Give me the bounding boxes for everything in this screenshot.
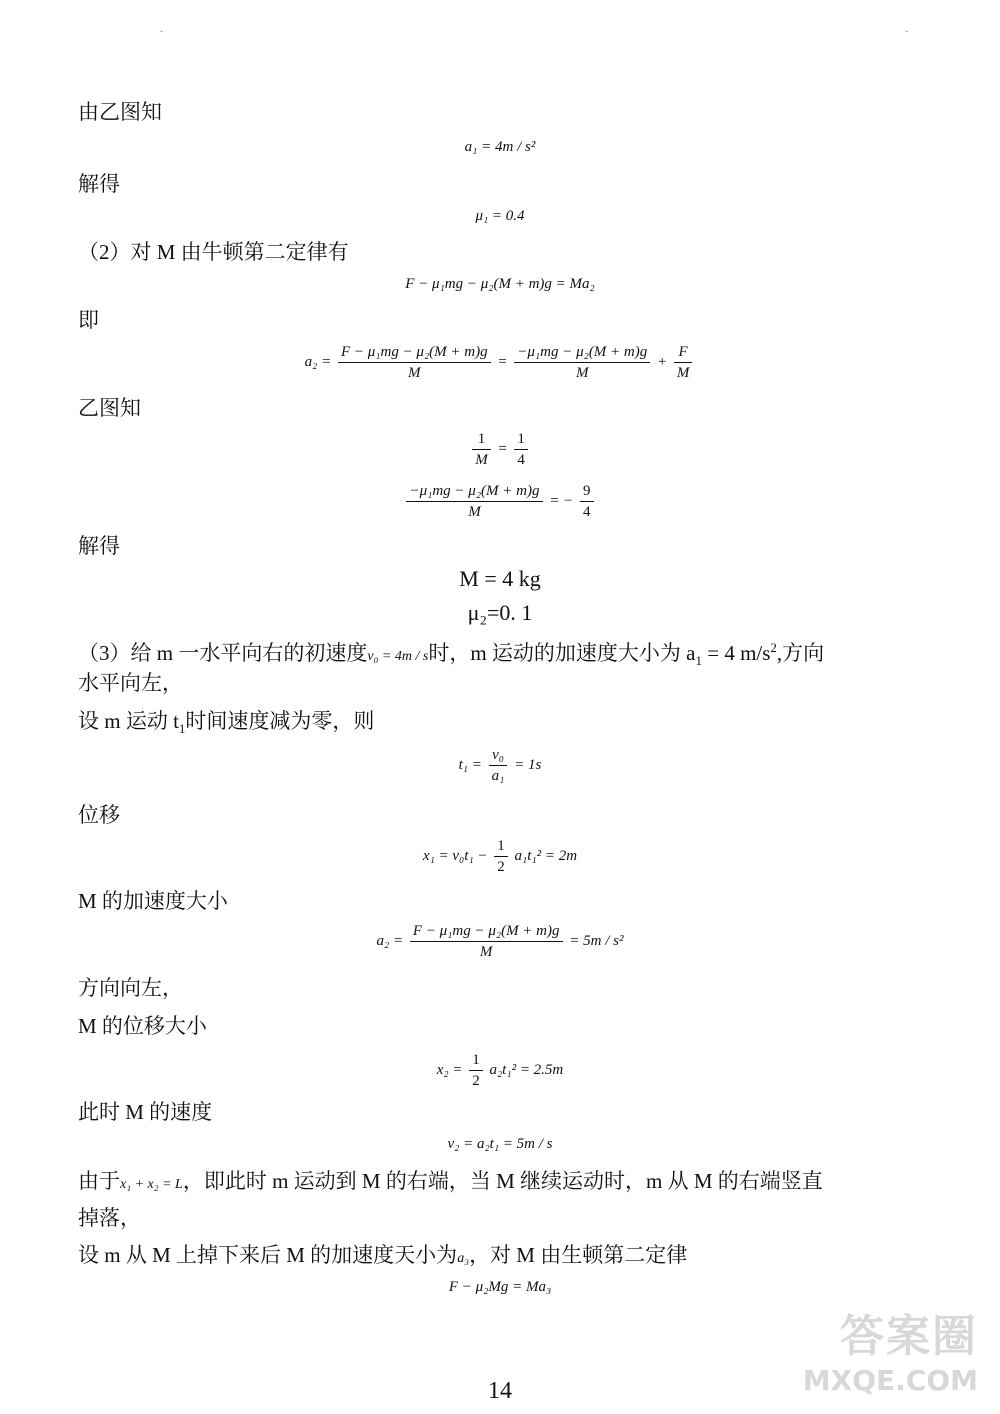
text-line bbox=[78, 707, 374, 743]
fraction bbox=[494, 836, 508, 877]
eq-part: = bbox=[497, 440, 508, 457]
text-line: 由乙图知 bbox=[78, 100, 162, 124]
text-span: 设 m 从 M 上掉下来后 M 的加速度天小为 bbox=[78, 1243, 458, 1267]
text-span: 时，m 运动的加速度大小为 a bbox=[428, 641, 696, 665]
equation-v2: v₂ = a₂t₁ = 5m / s bbox=[447, 1136, 553, 1152]
eq-part: t₁ = bbox=[458, 756, 482, 773]
text-line bbox=[78, 1167, 823, 1199]
subscript: 1 bbox=[178, 721, 186, 737]
denominator: 4 bbox=[583, 504, 591, 520]
fraction bbox=[514, 429, 528, 470]
text-span: （3）给 m 一水平向右的初速度 bbox=[78, 641, 368, 665]
equation-a2-expanded bbox=[0, 342, 1000, 383]
equation-mu1: μ₁ = 0.4 bbox=[475, 208, 525, 224]
denominator: 2 bbox=[497, 859, 505, 875]
denominator: M bbox=[408, 365, 421, 381]
inline-equation: x₁ + x₂ = L bbox=[120, 1177, 183, 1192]
equation-intercept bbox=[0, 481, 1000, 522]
fraction bbox=[406, 481, 542, 522]
watermark-logo bbox=[793, 1300, 978, 1400]
eq-part: a₂ = bbox=[376, 932, 404, 949]
eq-part: = 5m / s² bbox=[569, 932, 624, 949]
text-line bbox=[78, 1241, 687, 1273]
inline-equation: v₀ = 4m / s bbox=[367, 649, 429, 664]
numerator: F bbox=[674, 342, 693, 363]
eq-part: + bbox=[657, 353, 668, 370]
text-span: 时间速度减为零，则 bbox=[185, 709, 375, 733]
text-span: ,方向 bbox=[776, 641, 825, 665]
text-line: （2）对 M 由牛顿第二定律有 bbox=[78, 240, 349, 264]
eq-part: = 1s bbox=[514, 756, 542, 773]
fraction bbox=[580, 481, 594, 522]
text-line: 此时 M 的速度 bbox=[78, 1100, 213, 1124]
text-span: 由于 bbox=[78, 1169, 120, 1193]
numerator: 1 bbox=[469, 1050, 483, 1071]
fraction bbox=[410, 921, 563, 962]
inline-equation: a₃ bbox=[457, 1251, 470, 1266]
text-line bbox=[78, 634, 824, 675]
equation-newton-M: F − μ₁mg − μ₂(M + m)g = Ma₂ bbox=[405, 276, 595, 292]
equation-a1: a₁ = 4m / s² bbox=[464, 139, 536, 155]
watermark-url: MXQE.COM bbox=[802, 1364, 978, 1397]
equation-inverse-M bbox=[0, 429, 1000, 470]
numerator: 9 bbox=[580, 481, 594, 502]
fraction bbox=[338, 342, 491, 383]
numerator: −μ₁mg − μ₂(M + m)g bbox=[514, 342, 650, 363]
fraction bbox=[472, 429, 491, 470]
subscript: 1 bbox=[695, 653, 702, 669]
text-line: 乙图知 bbox=[78, 396, 141, 420]
text-line: M 的加速度大小 bbox=[78, 889, 228, 913]
eq-part: a₁t₁² = 2m bbox=[514, 847, 578, 864]
numerator: −μ₁mg − μ₂(M + m)g bbox=[406, 481, 542, 502]
text-line: 方向向左， bbox=[78, 976, 183, 1000]
scan-mark: ˇ bbox=[160, 30, 164, 41]
scan-mark: ˇ bbox=[905, 30, 909, 41]
equation-x1 bbox=[0, 836, 1000, 877]
text-line: 水平向左， bbox=[78, 671, 183, 695]
text-line: 解得 bbox=[78, 534, 120, 558]
denominator: M bbox=[576, 365, 589, 381]
eq-part: x₁ = v₀t₁ − bbox=[422, 847, 488, 864]
denominator: 2 bbox=[472, 1073, 480, 1089]
denominator: M bbox=[676, 365, 690, 381]
denominator: 4 bbox=[517, 452, 525, 468]
text-line: 掉落， bbox=[78, 1206, 141, 1230]
text-span: = 4 m/s bbox=[701, 641, 771, 665]
denominator: M bbox=[475, 452, 488, 468]
numerator: 1 bbox=[514, 429, 528, 450]
text-line: 位移 bbox=[78, 803, 120, 827]
fraction bbox=[514, 342, 650, 383]
numerator: v₀ bbox=[489, 745, 508, 766]
numerator: F − μ₁mg − μ₂(M + m)g bbox=[338, 342, 491, 363]
text-line: 即 bbox=[78, 308, 99, 332]
fraction bbox=[674, 342, 693, 383]
text-span: 设 m 运动 t bbox=[78, 709, 179, 733]
equation-x2 bbox=[0, 1050, 1000, 1091]
fraction bbox=[489, 745, 508, 786]
numerator: 1 bbox=[494, 836, 508, 857]
denominator: a₁ bbox=[491, 768, 505, 784]
denominator: M bbox=[479, 944, 493, 960]
result-mu2: μ₂=0. 1 bbox=[467, 600, 533, 625]
text-span: ，即此时 m 运动到 M 的右端，当 M 继续运动时，m 从 M 的右端竖直 bbox=[182, 1169, 823, 1193]
text-span: ，对 M 由生顿第二定律 bbox=[469, 1243, 688, 1267]
equation-newton-a3: F − μ₂Mg = Ma₃ bbox=[448, 1279, 552, 1295]
text-line: 解得 bbox=[78, 172, 120, 196]
eq-part: a₂ = bbox=[304, 353, 332, 370]
equation-a2-value bbox=[0, 921, 1000, 962]
denominator: M bbox=[468, 504, 481, 520]
numerator: 1 bbox=[472, 429, 491, 450]
equation-t1 bbox=[0, 745, 1000, 786]
eq-part: = bbox=[497, 353, 508, 370]
text-line: M 的位移大小 bbox=[78, 1014, 207, 1038]
watermark-title: 答案圈 bbox=[840, 1311, 978, 1362]
eq-part: x₂ = bbox=[436, 1061, 463, 1078]
superscript: 2 bbox=[770, 640, 777, 655]
result-M: M = 4 kg bbox=[459, 566, 541, 591]
eq-part: a₂t₁² = 2.5m bbox=[489, 1061, 564, 1078]
numerator: F − μ₁mg − μ₂(M + m)g bbox=[410, 921, 563, 942]
eq-part: = − bbox=[549, 492, 574, 509]
fraction bbox=[469, 1050, 483, 1091]
page-number: 14 bbox=[488, 1378, 512, 1404]
